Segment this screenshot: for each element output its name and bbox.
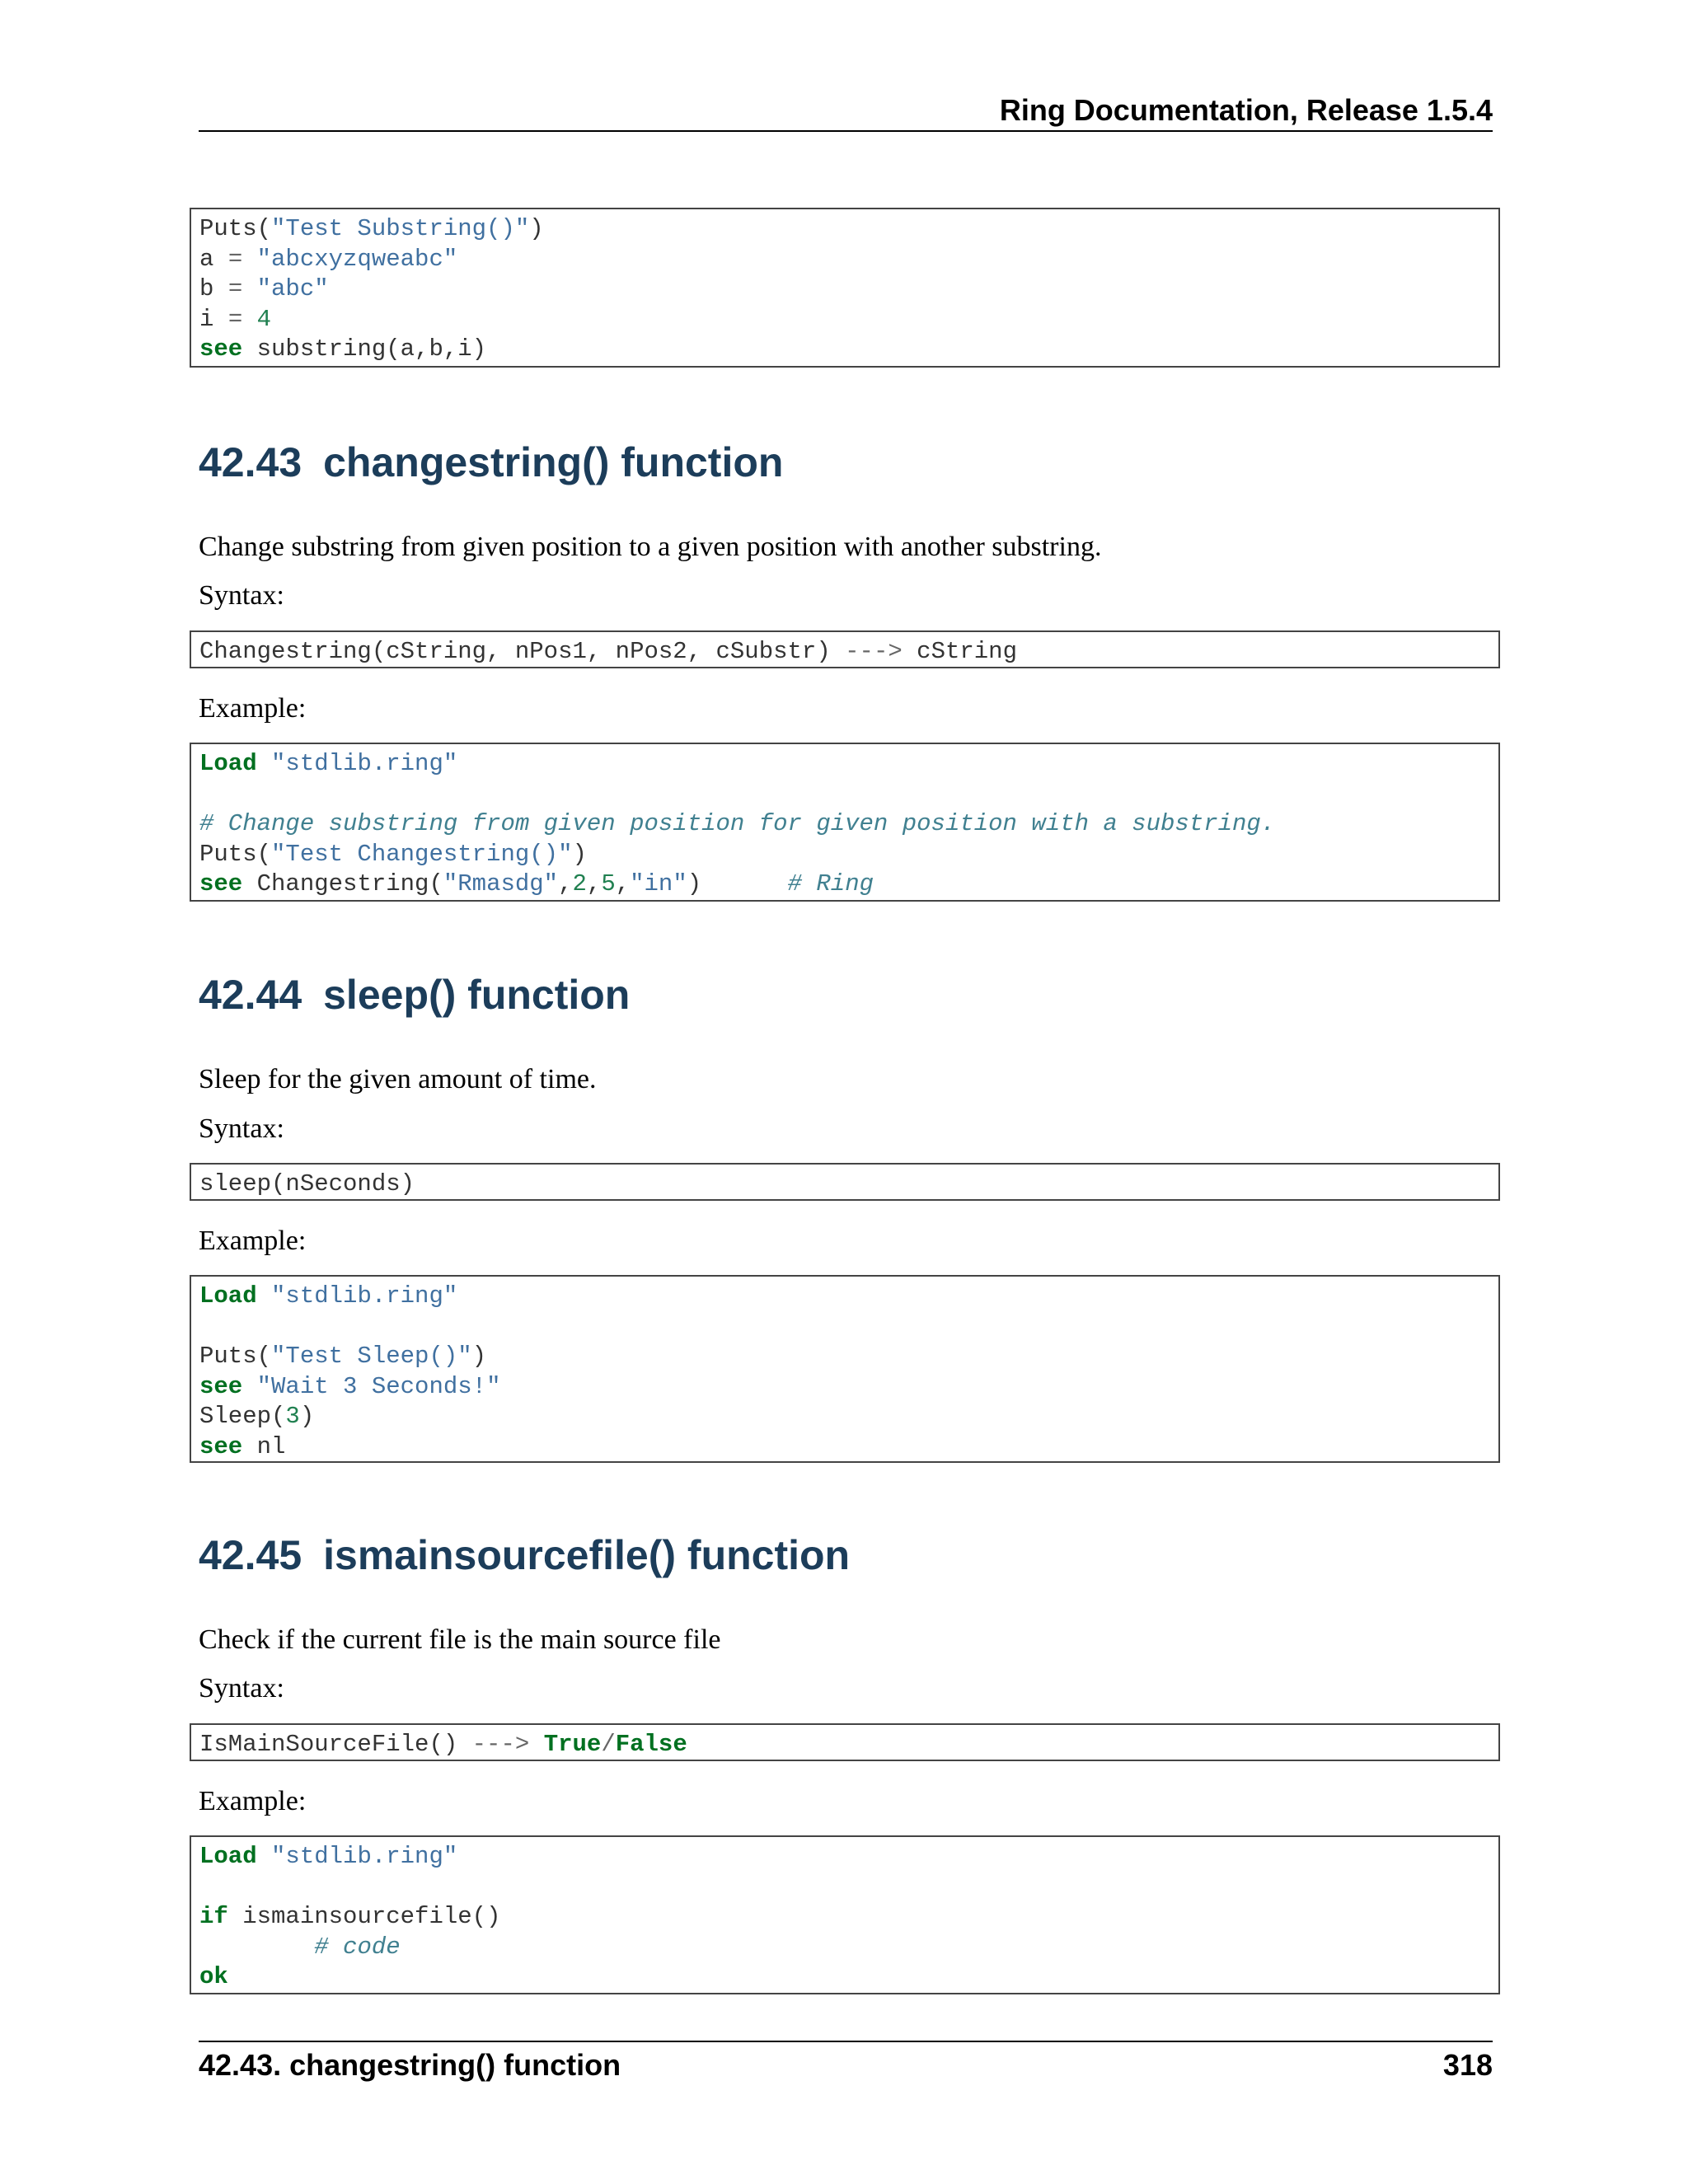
section-title: changestring() function	[323, 439, 784, 485]
code-line	[199, 637, 1498, 668]
code-string: "abc"	[256, 275, 329, 303]
code-keyword: ok	[199, 1963, 228, 1991]
code-number: 2	[572, 870, 587, 898]
code-token	[529, 1731, 543, 1758]
code-comment: # Change substring from given position for given position with a substring.	[199, 810, 1276, 838]
code-block-changestring-syntax	[190, 630, 1500, 668]
section-heading-sleep	[199, 970, 630, 1019]
code-line	[199, 214, 1498, 245]
code-token	[257, 750, 271, 777]
code-line	[199, 1169, 1498, 1200]
code-operator: /	[601, 1731, 616, 1758]
code-keyword: Load	[199, 1843, 257, 1870]
code-line-blank	[199, 1872, 1498, 1903]
section-number: 42.44	[199, 972, 302, 1018]
code-line	[199, 1933, 1498, 1963]
code-token: Changestring(	[242, 870, 443, 898]
code-token	[257, 1282, 271, 1310]
code-token: ,	[558, 870, 573, 898]
syntax-label: Syntax:	[199, 1113, 284, 1144]
code-number: 5	[601, 870, 616, 898]
code-token: Puts(	[199, 215, 272, 242]
code-string: "stdlib.ring"	[271, 1282, 458, 1310]
code-line-blank	[199, 780, 1498, 810]
code-keyword: see	[199, 1372, 243, 1400]
code-line	[199, 1432, 1498, 1463]
code-comment: # Ring	[787, 870, 874, 898]
code-line	[199, 1282, 1498, 1312]
code-token: nl	[242, 1432, 286, 1460]
code-indent	[199, 1933, 314, 1961]
code-token: a	[199, 245, 228, 273]
page-header: Ring Documentation, Release 1.5.4	[199, 92, 1493, 132]
code-operator: --->	[471, 1731, 530, 1758]
code-token	[257, 1843, 271, 1870]
section-description: Check if the current file is the main source file	[199, 1624, 721, 1655]
code-line	[199, 1842, 1498, 1872]
code-number: 4	[256, 305, 272, 333]
code-block-sleep-example	[190, 1275, 1500, 1463]
section-number: 42.43	[199, 439, 302, 485]
code-comment: # code	[314, 1933, 401, 1961]
code-token: i	[199, 305, 228, 333]
code-line	[199, 1902, 1498, 1933]
footer-rule	[199, 2041, 1493, 2042]
code-token: ismainsourcefile()	[227, 1903, 501, 1931]
code-string: "Test Changestring()"	[271, 840, 573, 868]
code-block-ismainsourcefile-example	[190, 1835, 1500, 1994]
code-token: IsMainSourceFile()	[199, 1731, 472, 1758]
code-token: cString	[902, 638, 1017, 665]
code-keyword: False	[615, 1731, 687, 1758]
code-line	[199, 809, 1498, 840]
code-operator: =	[227, 305, 243, 333]
syntax-label: Syntax:	[199, 1673, 284, 1704]
code-token: Sleep(	[199, 1403, 286, 1431]
code-line	[199, 840, 1498, 870]
code-token	[242, 246, 256, 273]
code-string: "in"	[630, 870, 687, 898]
code-block-changestring-example	[190, 743, 1500, 902]
code-token: )	[529, 215, 544, 242]
code-keyword: Load	[199, 1282, 257, 1310]
section-number: 42.45	[199, 1532, 302, 1578]
code-line	[199, 1730, 1498, 1760]
code-token: ,	[586, 870, 602, 898]
code-block-substring-example	[190, 208, 1500, 368]
code-token: Puts(	[199, 1343, 272, 1371]
code-keyword: see	[199, 1432, 243, 1460]
code-token: b	[199, 275, 228, 303]
code-token	[242, 1373, 256, 1400]
code-token: substring(a,b,i)	[242, 335, 487, 363]
section-title: ismainsourcefile() function	[323, 1532, 851, 1578]
code-line	[199, 305, 1498, 335]
code-keyword: Load	[199, 750, 257, 777]
code-string: "Test Substring()"	[271, 215, 530, 242]
footer-page-number: 318	[1442, 2048, 1493, 2082]
code-string: "stdlib.ring"	[271, 1843, 458, 1870]
code-keyword: see	[199, 335, 243, 363]
code-token: )	[687, 870, 788, 898]
code-operator: =	[227, 245, 243, 273]
code-line	[199, 1962, 1498, 1993]
code-string: "Wait 3 Seconds!"	[256, 1372, 501, 1400]
code-line	[199, 1402, 1498, 1432]
code-keyword: True	[543, 1731, 602, 1758]
code-line	[199, 245, 1498, 275]
code-line	[199, 749, 1498, 780]
code-token: Puts(	[199, 840, 272, 868]
code-string: "Rmasdg"	[443, 870, 559, 898]
code-token: Changestring(cString, nPos1, nPos2, cSubstr)	[199, 638, 846, 665]
code-token	[242, 275, 256, 302]
code-line	[199, 274, 1498, 305]
section-description: Sleep for the given amount of time.	[199, 1064, 597, 1094]
section-description: Change substring from given position to a given position with another substring.	[199, 532, 1102, 562]
code-token	[242, 306, 256, 333]
section-heading-changestring	[199, 438, 783, 487]
code-line-blank	[199, 1312, 1498, 1343]
code-operator: =	[227, 275, 243, 303]
code-keyword: if	[199, 1903, 228, 1931]
code-number: 3	[285, 1403, 300, 1431]
code-token: )	[299, 1403, 315, 1431]
code-operator: --->	[845, 638, 903, 665]
section-heading-ismainsourcefile	[199, 1530, 850, 1580]
code-line	[199, 869, 1498, 900]
code-line	[199, 1342, 1498, 1372]
example-label: Example:	[199, 1786, 307, 1816]
code-token: sleep(nSeconds)	[199, 1170, 415, 1197]
code-string: "stdlib.ring"	[271, 750, 458, 777]
syntax-label: Syntax:	[199, 580, 284, 611]
code-block-ismainsourcefile-syntax	[190, 1723, 1500, 1761]
code-string: "Test Sleep()"	[271, 1343, 472, 1371]
code-line	[199, 1372, 1498, 1403]
code-token: )	[572, 840, 587, 868]
example-label: Example:	[199, 1226, 307, 1256]
code-token: ,	[615, 870, 631, 898]
code-block-sleep-syntax	[190, 1163, 1500, 1201]
section-title: sleep() function	[323, 972, 631, 1018]
code-line	[199, 335, 1498, 365]
code-keyword: see	[199, 870, 243, 898]
footer-section-title: 42.43. changestring() function	[199, 2048, 621, 2082]
example-label: Example:	[199, 693, 307, 724]
code-token: )	[471, 1343, 487, 1371]
code-string: "abcxyzqweabc"	[256, 245, 458, 273]
